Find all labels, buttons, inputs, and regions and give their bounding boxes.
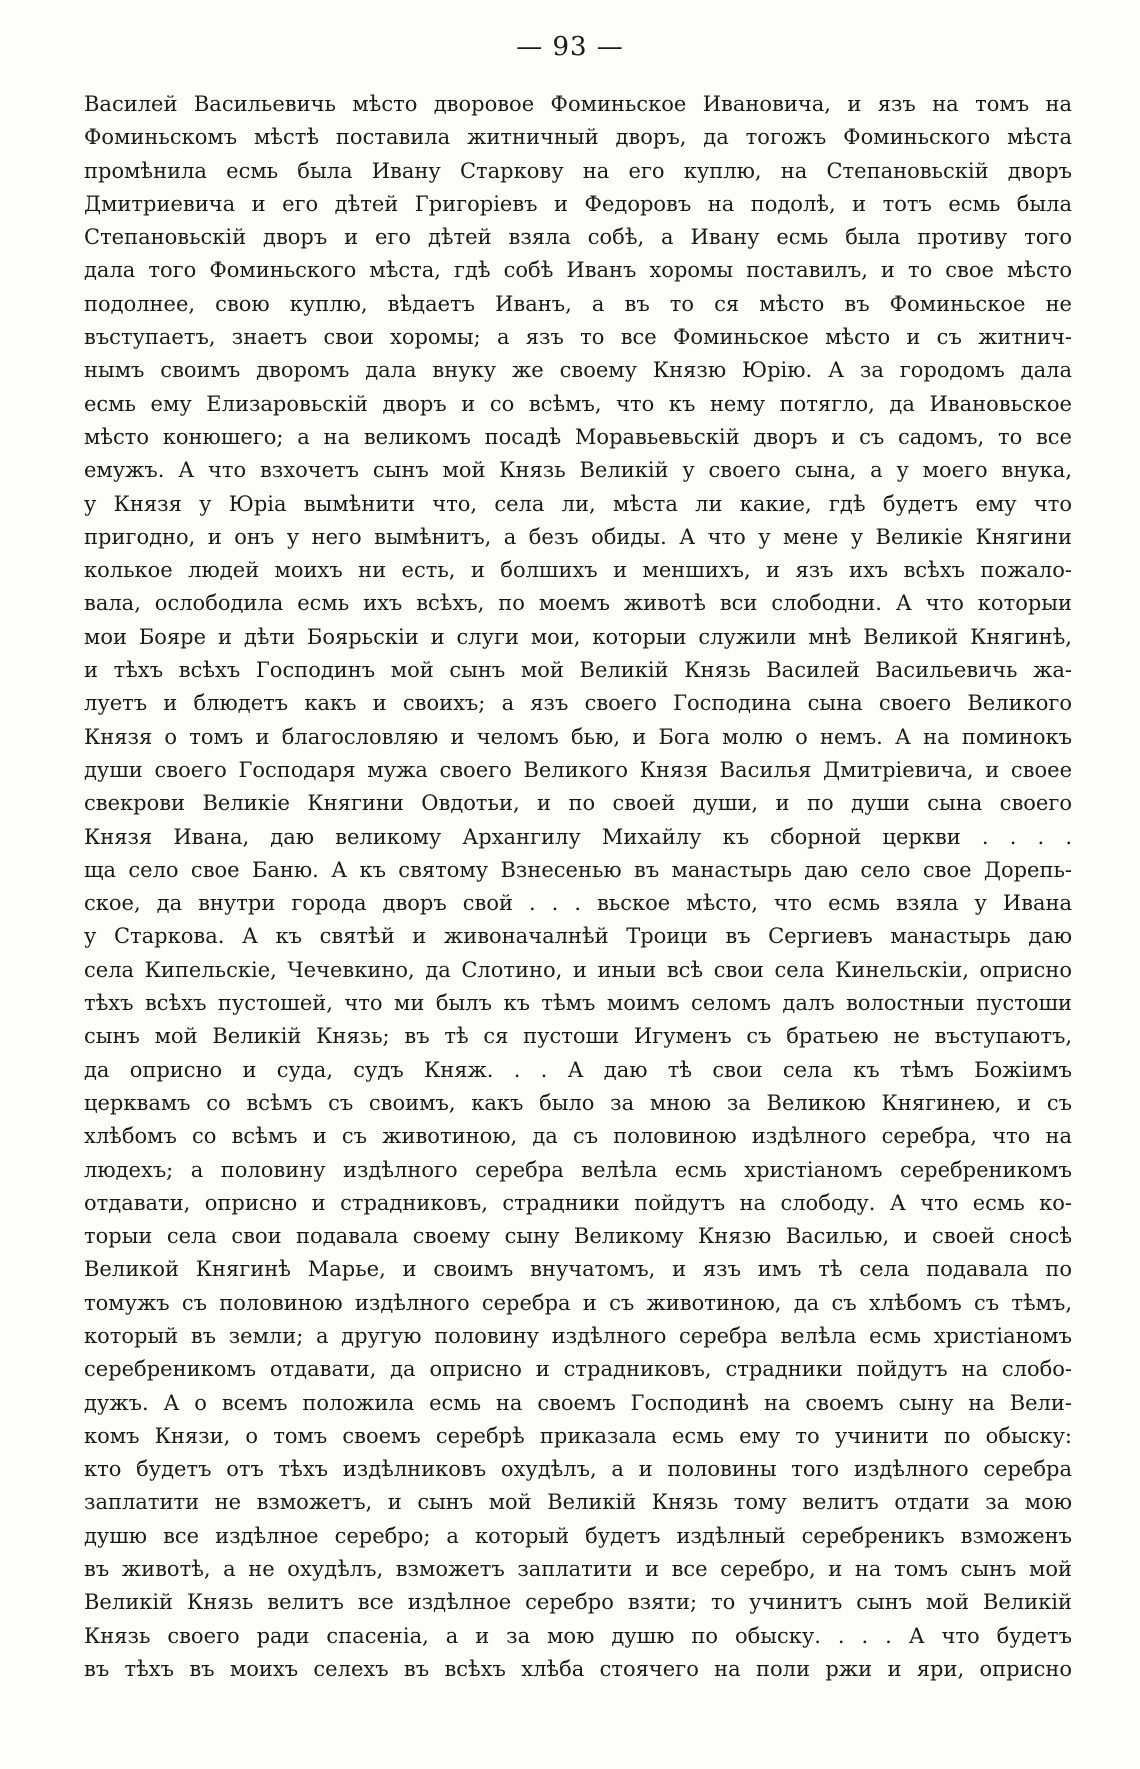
text-line: нымъ своимъ дворомъ дала внуку же своему Князю Юрію. А за городомъ дала — [84, 358, 1072, 383]
text-line: въступаетъ, знаетъ свои хоромы; а язъ то все Фоминьское мѣсто и съ житнич- — [84, 325, 1072, 350]
text-line: въ животѣ, а не охудѣлъ, взможетъ заплатити и все серебро, и на томъ сынъ мой — [84, 1557, 1072, 1582]
text-line: заплатити не взможетъ, и сынъ мой Великій Князь тому велитъ отдати за мою — [84, 1490, 1072, 1515]
text-line: людехъ; а половину издѣлного серебра велѣла есмь христіаномъ серебреникомъ — [84, 1157, 1072, 1182]
text-line: Князь своего ради спасеніа, а и за мою душю по обыску. . . . А что будетъ — [84, 1623, 1072, 1648]
text-line: ское, да внутри города дворъ свой . . . вьское мѣсто, что есмь взяла у Ивана — [84, 891, 1072, 916]
text-line: и тѣхъ всѣхъ Господинъ мой сынъ мой Великій Князь Василей Васильевичь жа- — [84, 658, 1072, 683]
text-line: дужъ. А о всемъ положила есмь на своемъ Господинѣ на своемъ сыну на Вели- — [84, 1390, 1072, 1415]
text-line: да оприсно и суда, судъ Княж. . . А даю тѣ свои села къ тѣмъ Божіимъ — [84, 1057, 1072, 1082]
text-line: души своего Господаря мужа своего Великого Князя Василья Дмитріевича, и своее — [84, 757, 1072, 782]
text-line: у Князя у Юріа вымѣнити что, села ли, мѣста ли какие, гдѣ будетъ ему что — [84, 491, 1072, 516]
text-line: тѣхъ всѣхъ пустошей, что ми былъ къ тѣмъ моимъ селомъ далъ волостныи пустоши — [84, 991, 1072, 1016]
text-line: луетъ и блюдетъ какъ и своихъ; а язъ своего Господина сына своего Великого — [84, 691, 1072, 716]
text-line: Великій Князь велитъ все издѣлное серебро взяти; то учинитъ сынъ мой Великій — [84, 1590, 1072, 1615]
text-line: торыи села свои подавала своему сыну Великому Князю Василью, и своей сносѣ — [84, 1224, 1072, 1249]
text-line: колькое людей моихъ ни есть, и болшихъ и меншихъ, и язъ ихъ всѣхъ пожало- — [84, 558, 1072, 583]
text-line: Дмитриевича и его дѣтей Григоріевъ и Федоровъ на подолѣ, и тотъ есмь была — [84, 191, 1072, 216]
text-line: Великой Княгинѣ Марье, и своимъ внучатомъ, и язъ имъ тѣ села подавала по — [84, 1257, 1072, 1282]
text-line: дала того Фоминьского мѣста, гдѣ собѣ Иванъ хоромы поставилъ, и то свое мѣсто — [84, 258, 1072, 283]
text-line: кто будетъ отъ тѣхъ издѣлниковъ охудѣлъ, а и половины того издѣлного серебра — [84, 1457, 1072, 1482]
text-line: комъ Князи, о томъ своемъ серебрѣ приказала есмь ему то учинити по обыску: — [84, 1423, 1072, 1448]
text-line: подолнее, свою куплю, вѣдаетъ Иванъ, а въ то ся мѣсто въ Фоминьское не — [84, 291, 1072, 316]
text-line: который въ земли; а другую половину издѣлного серебра велѣла есмь христіаномъ — [84, 1323, 1072, 1348]
text-line: Князя Ивана, даю великому Архангилу Михайлу къ сборной церкви . . . . — [84, 824, 1072, 849]
body-text — [84, 88, 1072, 1686]
text-line: Князя о томъ и благословляю и челомъ бью, и Бога молю о немъ. А на поминокъ — [84, 724, 1072, 749]
text-line: душю все издѣлное серебро; а который будетъ издѣлный серебреникъ взможенъ — [84, 1523, 1072, 1548]
text-line: емужъ. А что взхочетъ сынъ мой Князь Великій у своего сына, а у моего внука, — [84, 458, 1072, 483]
text-line: Василей Васильевичь мѣсто дворовое Фоминьское Ивановича, и язъ на томъ на — [84, 92, 1072, 116]
text-line: серебреникомъ отдавати, да оприсно и страдниковъ, страдники пойдутъ на слобо- — [84, 1357, 1072, 1382]
text-line: сынъ мой Великій Князь; въ тѣ ся пустоши Игуменъ съ братьею не въступаютъ, — [84, 1024, 1072, 1049]
text-line: свекрови Великіе Княгини Овдотьи, и по своей души, и по души сына своего — [84, 791, 1072, 816]
text-line: у Старкова. А къ святѣй и живоначалнѣй Троици въ Сергиевъ манастырь даю — [84, 924, 1072, 949]
text-line: мѣсто конюшего; а на великомъ посадѣ Моравьевьскій дворъ и съ садомъ, то все — [84, 424, 1072, 449]
text-line: мои Бояре и дѣти Боярьскіи и слуги мои, которыи служили мнѣ Великой Княгинѣ, — [84, 624, 1072, 649]
text-line: въ тѣхъ въ моихъ селехъ въ всѣхъ хлѣба стоячего на поли ржи и яри, оприсно — [84, 1656, 1072, 1681]
text-line: села Кипельскіе, Чечевкино, да Слотино, и иныи всѣ свои села Кинельскіи, оприсно — [84, 957, 1072, 982]
text-line: хлѣбомъ со всѣмъ и съ животиною, да съ половиною издѣлного серебра, что на — [84, 1124, 1072, 1149]
text-line: ща село свое Баню. А къ святому Взнесенью въ манастырь даю село свое Дорепь- — [84, 857, 1072, 882]
text-line: вала, ослободила есмь ихъ всѣхъ, по моемъ животѣ вси слободни. А что которыи — [84, 591, 1072, 616]
page-number: — 93 — — [516, 32, 624, 62]
text-line: церквамъ со всѣмъ съ своимъ, какъ было за мною за Великою Княгинею, и съ — [84, 1090, 1072, 1115]
text-line: отдавати, оприсно и страдниковъ, страдники пойдутъ на слободу. А что есмь ко- — [84, 1190, 1072, 1215]
text-line: пригодно, и онъ у него вымѣнитъ, а безъ обиды. А что у мене у Великіе Княгини — [84, 524, 1072, 549]
text-line: томужъ съ половиною издѣлного серебра и съ животиною, да съ хлѣбомъ съ тѣмъ, — [84, 1290, 1072, 1315]
text-line: есмь ему Елизаровьскій дворъ и со всѣмъ, что къ нему потягло, да Ивановьское — [84, 391, 1072, 416]
text-line: Степановьскій дворъ и его дѣтей взяла собѣ, а Ивану есмь была противу того — [84, 225, 1072, 250]
text-line: промѣнила есмь была Ивану Старкову на его куплю, на Степановьскій дворъ — [84, 158, 1072, 183]
text-line: Фоминьскомъ мѣстѣ поставила житничный дворъ, да тогожъ Фоминьского мѣста — [84, 125, 1072, 150]
